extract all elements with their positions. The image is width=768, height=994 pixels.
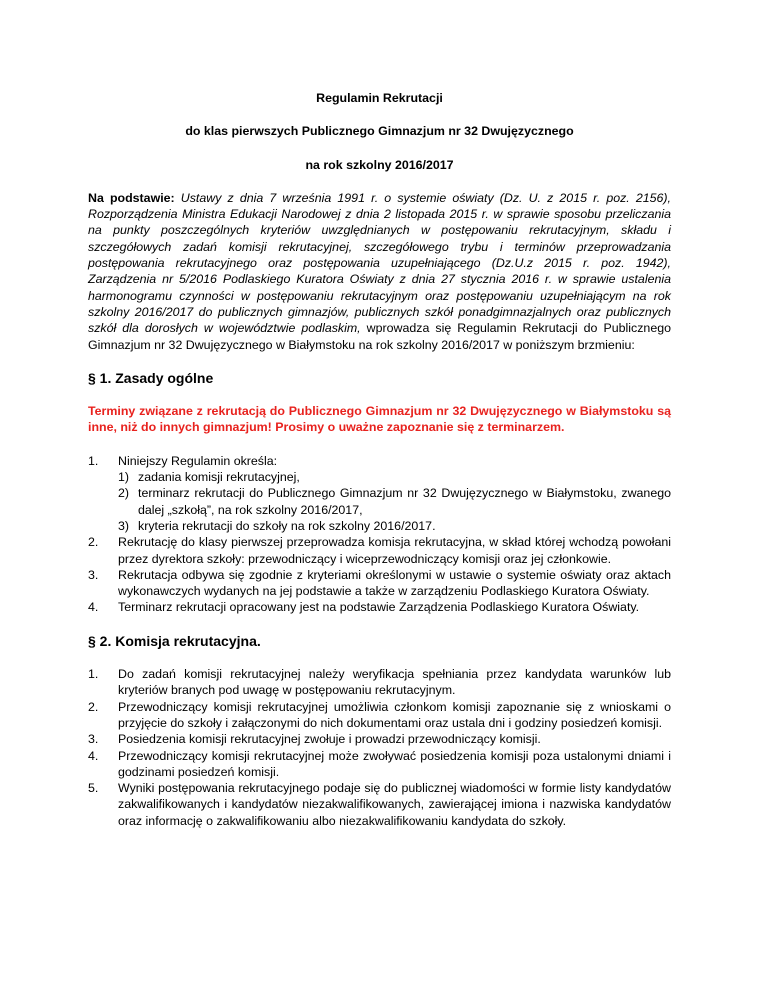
list-item-text: Terminarz rekrutacji opracowany jest na podstawie Zarządzenia Podlaskiego Kuratora Oświaty. bbox=[118, 600, 640, 615]
list-item-text: Wyniki postępowania rekrutacyjnego podaje się do publicznej wiadomości w formie listy kandydatów zakwalifikowanych i kandydatów niezakwalifikowanych, zawierającej imiona i nazwiska kandydatów oraz informację o zakwalifikowaniu albo niezakwalifikowaniu kandydata do szkoły. bbox=[118, 781, 671, 828]
sub-list bbox=[118, 469, 671, 534]
sub-list-item bbox=[118, 485, 671, 518]
sub-item-text: terminarz rekrutacji do Publicznego Gimnazjum nr 32 Dwujęzycznego w Białymstoku, zwanego dalej „szkołą”, na rok szkolny 2016/2017, bbox=[138, 486, 671, 517]
list-item-text: Przewodniczący komisji rekrutacyjnej może zwoływać posiedzenia komisji poza ustalonymi dniami i godzinami posiedzeń komisji. bbox=[118, 748, 671, 779]
list-item bbox=[88, 534, 671, 567]
sub-list-item bbox=[118, 469, 671, 485]
list-item-number: 5. bbox=[88, 781, 99, 796]
sub-item-number: 3) bbox=[118, 518, 130, 533]
legal-basis-paragraph bbox=[88, 190, 671, 353]
legal-basis-lead: Na podstawie: bbox=[88, 190, 175, 205]
legal-basis-conclusion: wprowadza się Regulamin Rekrutacji do Publicznego Gimnazjum nr 32 Dwujęzycznego w Białymstoku na rok szkolny 2016/2017 w poniższym brzmieniu: bbox=[88, 321, 671, 352]
sub-item-text: kryteria rekrutacji do szkoły na rok szkolny 2016/2017. bbox=[138, 518, 436, 533]
list-item-text: Posiedzenia komisji rekrutacyjnej zwołuje i prowadzi przewodniczący komisji. bbox=[118, 732, 541, 747]
section-1-list bbox=[88, 453, 671, 616]
list-item-number: 3. bbox=[88, 732, 99, 747]
schedule-notice: Terminy związane z rekrutacją do Publicznego Gimnazjum nr 32 Dwujęzycznego w Białymstoku są inne, niż do innych gimnazjum! Prosimy o uważne zapoznanie się z terminarzem. bbox=[88, 404, 671, 435]
list-item-number: 3. bbox=[88, 567, 99, 582]
list-item bbox=[88, 453, 671, 534]
sub-list-item bbox=[118, 518, 671, 534]
section-2-list bbox=[88, 666, 671, 829]
sub-item-number: 1) bbox=[118, 470, 130, 485]
list-item-number: 2. bbox=[88, 699, 99, 714]
list-item-number: 1. bbox=[88, 453, 99, 468]
list-item-number: 1. bbox=[88, 667, 99, 682]
list-item-text: Przewodniczący komisji rekrutacyjnej umożliwia członkom komisji zapoznanie się z wnioskami o przyjęcie do szkoły i załączonymi do nich dokumentami oraz ustala dni i godziny posiedzeń komisji. bbox=[118, 699, 671, 730]
list-item bbox=[88, 666, 671, 699]
list-item bbox=[88, 731, 671, 747]
list-item-number: 4. bbox=[88, 600, 99, 615]
list-item bbox=[88, 780, 671, 829]
list-item-text: Rekrutację do klasy pierwszej przeprowadza komisja rekrutacyjna, w skład której wchodzą powołani przez dyrektora szkoły: przewodniczący i wiceprzewodniczący komisji oraz jej członkowie. bbox=[118, 535, 671, 566]
list-item-number: 2. bbox=[88, 535, 99, 550]
list-item-text: Niniejszy Regulamin określa: bbox=[118, 453, 278, 468]
list-item-number: 4. bbox=[88, 748, 99, 763]
school-year: na rok szkolny 2016/2017 bbox=[305, 157, 454, 172]
list-item-text: Do zadań komisji rekrutacyjnej należy weryfikacja spełniania przez kandydata warunków lub kryteriów branych pod uwagę w postępowaniu rekrutacyjnym. bbox=[118, 667, 671, 698]
section-2-heading: § 2. Komisja rekrutacyjna. bbox=[88, 632, 261, 649]
section-1-heading: § 1. Zasady ogólne bbox=[88, 369, 214, 386]
list-item bbox=[88, 567, 671, 600]
list-item bbox=[88, 599, 671, 615]
document-subtitle: do klas pierwszych Publicznego Gimnazjum nr 32 Dwujęzycznego bbox=[185, 124, 574, 139]
list-item bbox=[88, 699, 671, 732]
legal-basis-citations: Ustawy z dnia 7 września 1991 r. o systemie oświaty (Dz. U. z 2015 r. poz. 2156), Rozporządzenia Ministra Edukacji Narodowej z dnia 2 listopada 2015 r. w sprawie sposobu przeliczania na punkty poszczególnych kryteriów uwzględnianych w postępowaniu rekrutacyjnym, składu i szczegółowych zadań komisji rekrutacyjnej, szczegółowego trybu i terminów przeprowadzania postępowania rekrutacyjnego oraz postępowania uzupełniającego (Dz.U.z 2015 r. poz. 1942), Zarządzenia nr 5/2016 Podlaskiego Kuratora Oświaty z dnia 27 stycznia 2016 r. w sprawie ustalenia harmonogramu czynności w postępowaniu rekrutacyjnym oraz postępowaniu uzupełniającym na rok szkolny 2016/2017 do publicznych gimnazjów, publicznych szkół ponadgimnazjalnych oraz publicznych szkół dla dorosłych w województwie podlaskim, bbox=[88, 190, 671, 336]
sub-item-text: zadania komisji rekrutacyjnej, bbox=[138, 470, 300, 485]
document-title: Regulamin Rekrutacji bbox=[316, 91, 443, 105]
list-item bbox=[88, 748, 671, 781]
list-item-text: Rekrutacja odbywa się zgodnie z kryteriami określonymi w ustawie o systemie oświaty oraz aktach wykonawczych wydanych na jej podstawie a także w zarządzeniu Podlaskiego Kuratora Oświaty. bbox=[118, 567, 671, 599]
sub-item-number: 2) bbox=[118, 486, 130, 501]
